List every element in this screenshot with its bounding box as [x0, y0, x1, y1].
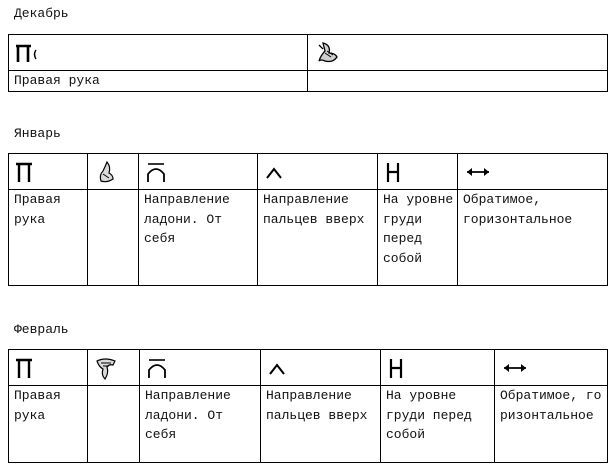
hand-drawing-icon	[313, 39, 343, 67]
palm-away-icon	[144, 160, 168, 184]
palm-away-icon	[145, 356, 169, 380]
text-cell: Правая рука	[9, 190, 88, 286]
symbol-cell	[458, 154, 608, 190]
symbol-row	[9, 350, 608, 386]
text-cell: На уровне груди перед собой	[381, 386, 495, 463]
table-row	[9, 71, 608, 92]
symbol-cell	[258, 154, 378, 190]
symbol-cell	[495, 350, 608, 386]
text-cell	[308, 71, 608, 92]
text-cell: Обратимое, горизонтальное	[458, 190, 608, 286]
symbol-cell	[88, 154, 139, 190]
reversible-horizontal-arrow-icon	[463, 164, 493, 180]
symbol-cell	[308, 35, 608, 71]
chest-level-icon	[383, 160, 403, 184]
chest-level-icon	[386, 356, 406, 380]
symbol-cell	[139, 154, 258, 190]
text-cell: Направление пальцев вверх	[258, 190, 378, 286]
month-title-january: Январь	[14, 126, 61, 141]
handshape-open-icon	[14, 356, 38, 380]
text-cell: Направление ладони. От себя	[139, 190, 258, 286]
text-cell: Обратимое, горизонтальное	[495, 386, 608, 463]
symbol-row	[9, 154, 608, 190]
handshape-open-icon	[14, 42, 44, 64]
hand-drawing-icon	[93, 159, 121, 185]
symbol-row	[9, 35, 608, 71]
table-february	[8, 349, 608, 463]
text-cell: Направление пальцев вверх	[261, 386, 381, 463]
symbol-cell	[261, 350, 381, 386]
symbol-cell	[9, 154, 88, 190]
hand-drawing-icon	[93, 355, 121, 381]
month-title-december: Декабрь	[14, 6, 69, 21]
table-december	[8, 34, 608, 92]
fingers-up-icon	[266, 356, 290, 380]
symbol-cell	[88, 350, 140, 386]
text-cell	[88, 190, 139, 286]
month-title-february: Февраль	[14, 322, 69, 337]
table-row	[9, 190, 608, 286]
symbol-cell	[9, 350, 88, 386]
text-cell	[88, 386, 140, 463]
text-cell: На уровне груди перед собой	[378, 190, 458, 286]
text-cell: Направление ладони. От себя	[140, 386, 261, 463]
table-row	[9, 386, 608, 463]
symbol-cell	[140, 350, 261, 386]
text-cell: Правая рука	[9, 71, 308, 92]
symbol-cell	[9, 35, 308, 71]
handshape-open-icon	[14, 160, 38, 184]
symbol-cell	[381, 350, 495, 386]
table-january	[8, 153, 608, 286]
fingers-up-icon	[263, 160, 287, 184]
text-cell: Правая рука	[9, 386, 88, 463]
symbol-cell	[378, 154, 458, 190]
reversible-horizontal-arrow-icon	[500, 360, 530, 376]
